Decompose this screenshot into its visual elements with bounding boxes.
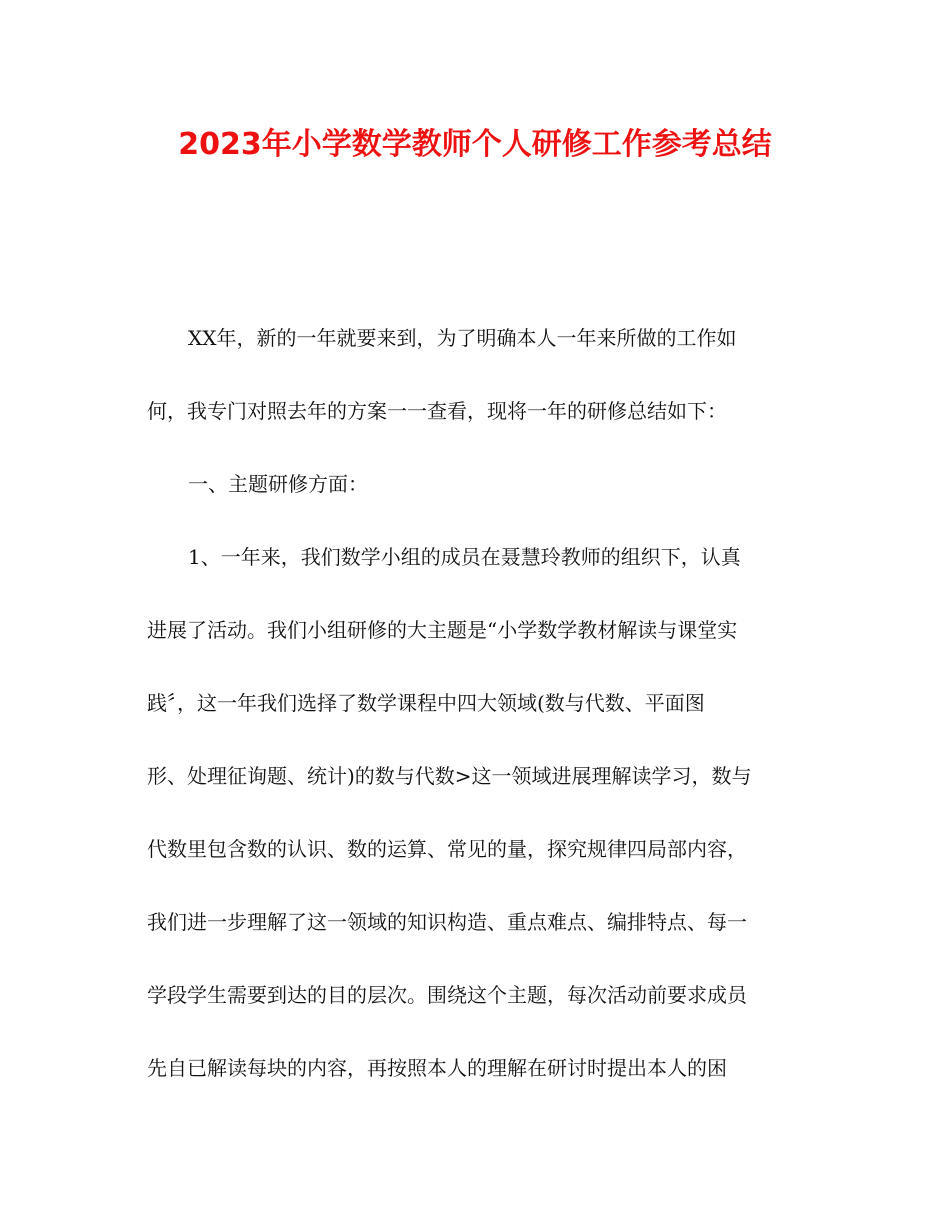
document-title: 2023年小学数学教师个人研修工作参考总结 <box>178 127 772 162</box>
paragraph-line: 1、一年来，我们数学小组的成员在聂慧玲教师的组织下，认真 <box>188 545 741 569</box>
paragraph-line: 践〞，这一年我们选择了数学课程中四大领域(数与代数、平面图 <box>147 691 705 715</box>
section-heading: 一、主题研修方面： <box>188 472 368 496</box>
paragraph-line: 学段学生需要到达的目的层次。围绕这个主题，每次活动前要求成员 <box>147 983 747 1007</box>
paragraph-line: 进展了活动。我们小组研修的大主题是“小学数学教材解读与课堂实 <box>147 618 738 642</box>
paragraph-line: XX年，新的一年就要来到，为了明确本人一年来所做的工作如 <box>188 326 737 350</box>
paragraph-line: 何，我专门对照去年的方案一一查看，现将一年的研修总结如下： <box>147 399 727 423</box>
paragraph-line: 代数里包含数的认识、数的运算、常见的量，探究规律四局部内容， <box>147 837 747 861</box>
paragraph-line: 形、处理征询题、统计)的数与代数>这一领域进展理解读学习，数与 <box>147 764 752 788</box>
paragraph-line: 先自已解读每块的内容，再按照本人的理解在研讨时提出本人的困 <box>147 1056 727 1080</box>
paragraph-line: 我们进一步理解了这一领域的知识构造、重点难点、编排特点、每一 <box>147 910 747 934</box>
